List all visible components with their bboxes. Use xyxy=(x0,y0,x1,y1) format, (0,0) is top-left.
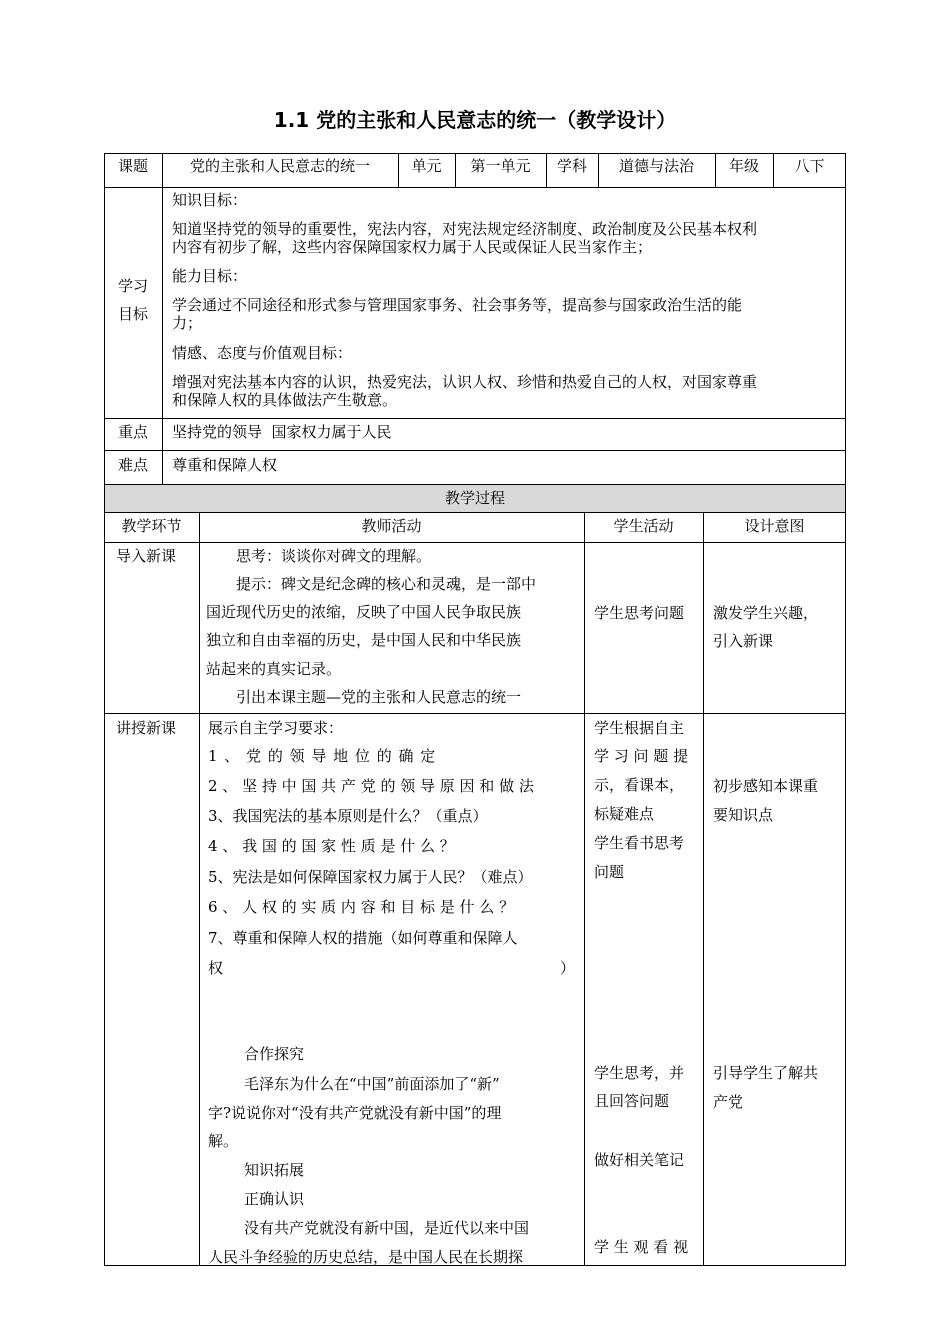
grade-value: 八下 xyxy=(794,157,825,175)
intro-teacher-2: 提示：碑文是纪念碑的核心和灵魂，是一部中 xyxy=(236,575,537,593)
difficulty-value: 尊重和保障人权 xyxy=(172,456,278,474)
extension-title: 知识拓展 xyxy=(244,1161,305,1179)
summary-line-1: 没有共产党就没有新中国，是近代以来中国 xyxy=(244,1219,530,1237)
unit-value: 第一单元 xyxy=(470,157,531,175)
cooperation-title: 合作探究 xyxy=(244,1045,305,1063)
lecture-student-4: 标疑难点 xyxy=(594,805,655,823)
question-4: 4 、 我 国 的 国 家 性 质 是 什 么 ？ xyxy=(208,837,455,855)
col-student: 学生活动 xyxy=(613,517,674,535)
question-7a: 7、尊重和保障人权的措施（如何尊重和保障人 xyxy=(208,929,518,947)
lecture-student-3: 示，看课本， xyxy=(594,776,685,794)
col-teacher: 教师活动 xyxy=(361,517,422,535)
keypoint-value: 坚持党的领导 国家权力属于人民 xyxy=(172,423,392,441)
summary-line-2: 人民斗争经验的历史总结，是中国人民在长期探 xyxy=(208,1248,524,1266)
unit-label: 单元 xyxy=(411,157,442,175)
intro-teacher-1: 思考：谈谈你对碑文的理解。 xyxy=(236,547,432,565)
lecture-student-10: 学 生 观 看 视 xyxy=(594,1238,689,1256)
lecture-student-9: 做好相关笔记 xyxy=(594,1151,685,1169)
ability-line-2: 力； xyxy=(172,314,203,332)
mao-question-3: 解。 xyxy=(208,1132,239,1150)
lecture-stage: 讲授新课 xyxy=(116,719,177,737)
intro-design-1: 激发学生兴趣， xyxy=(713,604,819,622)
intro-stage: 导入新课 xyxy=(116,547,177,565)
course-label: 课题 xyxy=(117,157,148,175)
grade-label: 年级 xyxy=(728,157,759,175)
ability-title: 能力目标： xyxy=(172,267,248,285)
lecture-design-2: 要知识点 xyxy=(713,806,774,824)
question-5: 5、宪法是如何保障国家权力属于人民？（难点） xyxy=(208,868,533,886)
question-7b: 权 xyxy=(208,959,224,977)
lecture-student-7: 学生思考，并 xyxy=(594,1064,685,1082)
intro-teacher-5: 站起来的真实记录。 xyxy=(206,660,342,678)
col-stage: 教学环节 xyxy=(121,517,182,535)
subject-label: 学科 xyxy=(556,157,587,175)
goals-label-1: 学习 xyxy=(117,277,148,295)
lecture-student-2: 学 习 问 题 提 xyxy=(594,747,689,765)
process-header: 教学过程 xyxy=(444,489,505,507)
lecture-student-6: 问题 xyxy=(594,863,625,881)
goals-label-2: 目标 xyxy=(117,305,148,323)
col-design: 设计意图 xyxy=(744,517,805,535)
question-6: 6 、 人 权 的 实 质 内 容 和 目 标 是 什 么 ？ xyxy=(208,898,515,916)
lecture-design-4: 产党 xyxy=(713,1093,744,1111)
lecture-student-1: 学生根据自主 xyxy=(594,719,685,737)
emotion-line-1: 增强对宪法基本内容的认识，热爱宪法，认识人权、珍惜和热爱自己的人权，对国家尊重 xyxy=(172,373,758,391)
correct-title: 正确认识 xyxy=(244,1190,305,1208)
lecture-student-8: 且回答问题 xyxy=(594,1092,670,1110)
course-value: 党的主张和人民意志的统一 xyxy=(189,157,370,175)
intro-teacher-4: 独立和自由幸福的历史，是中国人民和中华民族 xyxy=(206,631,522,649)
keypoint-label: 重点 xyxy=(117,423,148,441)
knowledge-line-2: 内容有初步了解，这些内容保障国家权力属于人民或保证人民当家作主； xyxy=(172,238,653,256)
lecture-design-1: 初步感知本课重 xyxy=(713,777,819,795)
subject-value: 道德与法治 xyxy=(618,157,694,175)
intro-design-2: 引入新课 xyxy=(713,632,774,650)
difficulty-label: 难点 xyxy=(117,456,148,474)
lecture-student-5: 学生看书思考 xyxy=(594,834,685,852)
intro-teacher-6: 引出本课主题—党的主张和人民意志的统一 xyxy=(236,688,522,706)
emotion-line-2: 和保障人权的具体做法产生敬意。 xyxy=(172,391,398,409)
emotion-title: 情感、态度与价值观目标： xyxy=(172,344,353,362)
question-1: 1 、 党 的 领 导 地 位 的 确 定 xyxy=(208,747,437,765)
question-2: 2 、 坚 持 中 国 共 产 党 的 领 导 原 因 和 做 法 xyxy=(208,777,534,795)
lecture-requirements: 展示自主学习要求： xyxy=(208,719,344,737)
intro-teacher-3: 国近现代历史的浓缩，反映了中国人民争取民族 xyxy=(206,603,522,621)
question-7c: ） xyxy=(560,959,576,977)
knowledge-title: 知识目标： xyxy=(172,191,248,209)
knowledge-line-1: 知道坚持党的领导的重要性，宪法内容，对宪法规定经济制度、政治制度及公民基本权利 xyxy=(172,220,758,238)
mao-question-1: 毛泽东为什么在“中国”前面添加了“新” xyxy=(244,1075,500,1093)
ability-line-1: 学会通过不同途径和形式参与管理国家事务、社会事务等，提高参与国家政治生活的能 xyxy=(172,296,743,314)
mao-question-2: 字?说说你对“没有共产党就没有新中国”的理 xyxy=(208,1104,502,1122)
intro-student: 学生思考问题 xyxy=(594,604,685,622)
page-title: 1.1 党的主张和人民意志的统一（教学设计） xyxy=(273,108,677,132)
lecture-design-3: 引导学生了解共 xyxy=(713,1064,819,1082)
question-3: 3、我国宪法的基本原则是什么？（重点） xyxy=(208,807,488,825)
